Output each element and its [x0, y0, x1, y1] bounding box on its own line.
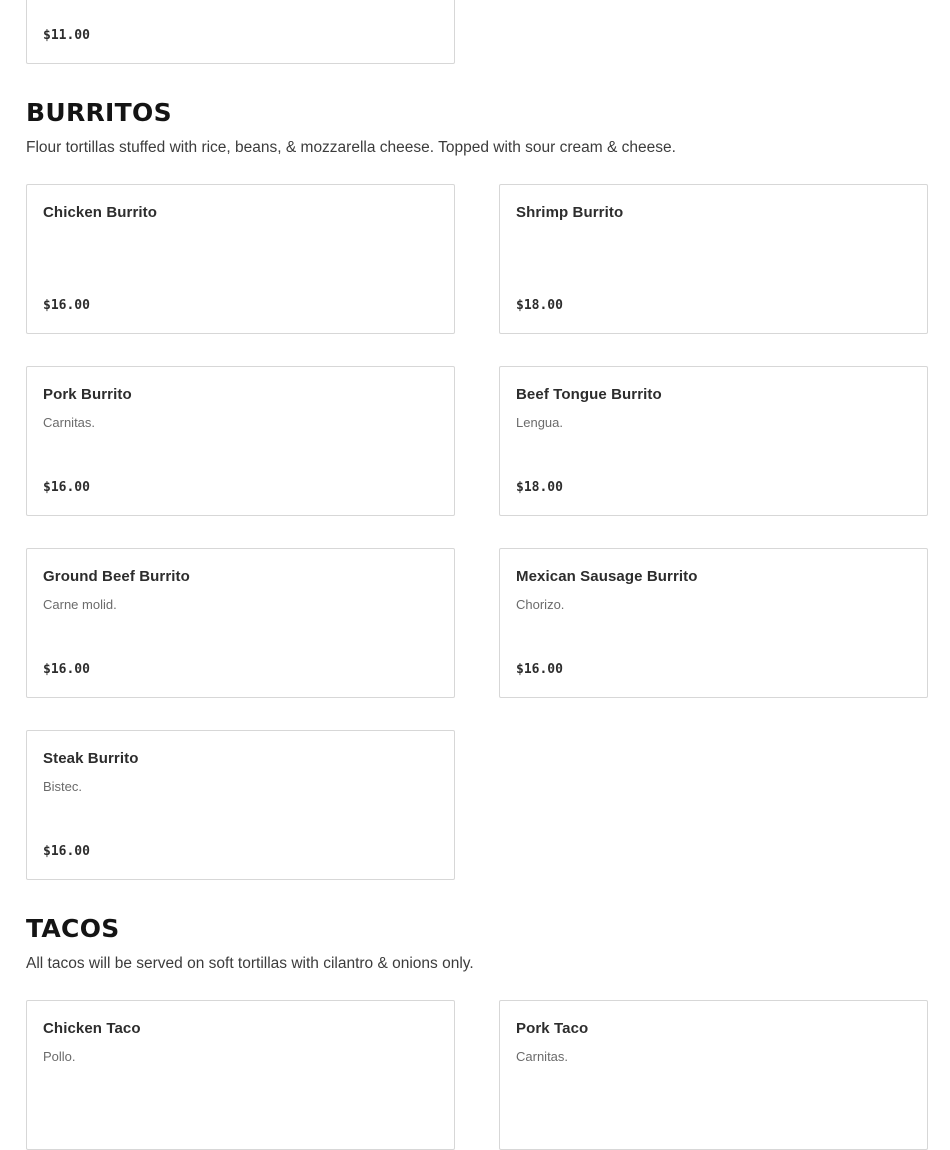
menu-item-price: $11.00 [43, 28, 90, 43]
menu-item-name: Chicken Burrito [43, 204, 158, 221]
menu-item-description: Carnitas. [516, 1049, 569, 1064]
menu-item-card-ground-beef-burrito[interactable] [26, 548, 455, 698]
menu-item-price: $18.00 [516, 298, 563, 313]
menu-item-card-chicken-burrito[interactable] [26, 184, 455, 334]
menu-item-description: Chorizo. [516, 597, 565, 612]
menu-item-name: Beef Tongue Burrito [516, 386, 662, 403]
menu-item-card-beef-tongue-burrito[interactable] [499, 366, 928, 516]
menu-item-name: Pork Burrito [43, 386, 132, 403]
menu-item-card[interactable] [26, 0, 455, 64]
menu-item-card-pork-burrito[interactable] [26, 366, 455, 516]
menu-item-card-steak-burrito[interactable] [26, 730, 455, 880]
menu-item-name: Mexican Sausage Burrito [516, 568, 698, 585]
menu-item-name: Steak Burrito [43, 750, 139, 767]
section-description-burritos: Flour tortillas stuffed with rice, beans, & mozzarella cheese. Topped with sour cream & cheese. [26, 139, 676, 156]
menu-item-description: Pollo. [43, 1049, 76, 1064]
menu-item-price: $16.00 [43, 844, 90, 859]
menu-item-price: $18.00 [516, 480, 563, 495]
menu-item-description: Bistec. [43, 779, 83, 794]
section-description-tacos: All tacos will be served on soft tortillas with cilantro & onions only. [26, 955, 474, 972]
menu-item-card-chicken-taco[interactable] [26, 1000, 455, 1150]
menu-item-card-mexican-sausage-burrito[interactable] [499, 548, 928, 698]
section-title-tacos: TACOS [26, 914, 120, 943]
menu-item-name: Chicken Taco [43, 1020, 141, 1037]
menu-item-price: $16.00 [516, 662, 563, 677]
menu-item-card-pork-taco[interactable] [499, 1000, 928, 1150]
menu-item-name: Pork Taco [516, 1020, 589, 1037]
section-title-burritos: BURRITOS [26, 98, 172, 127]
menu-item-description: Lengua. [516, 415, 563, 430]
menu-item-name: Ground Beef Burrito [43, 568, 190, 585]
menu-item-price: $16.00 [43, 480, 90, 495]
menu-item-name: Shrimp Burrito [516, 204, 624, 221]
menu-item-card-shrimp-burrito[interactable] [499, 184, 928, 334]
menu-item-price: $16.00 [43, 662, 90, 677]
menu-item-description: Carnitas. [43, 415, 96, 430]
menu-item-price: $16.00 [43, 298, 90, 313]
menu-item-description: Carne molid. [43, 597, 117, 612]
